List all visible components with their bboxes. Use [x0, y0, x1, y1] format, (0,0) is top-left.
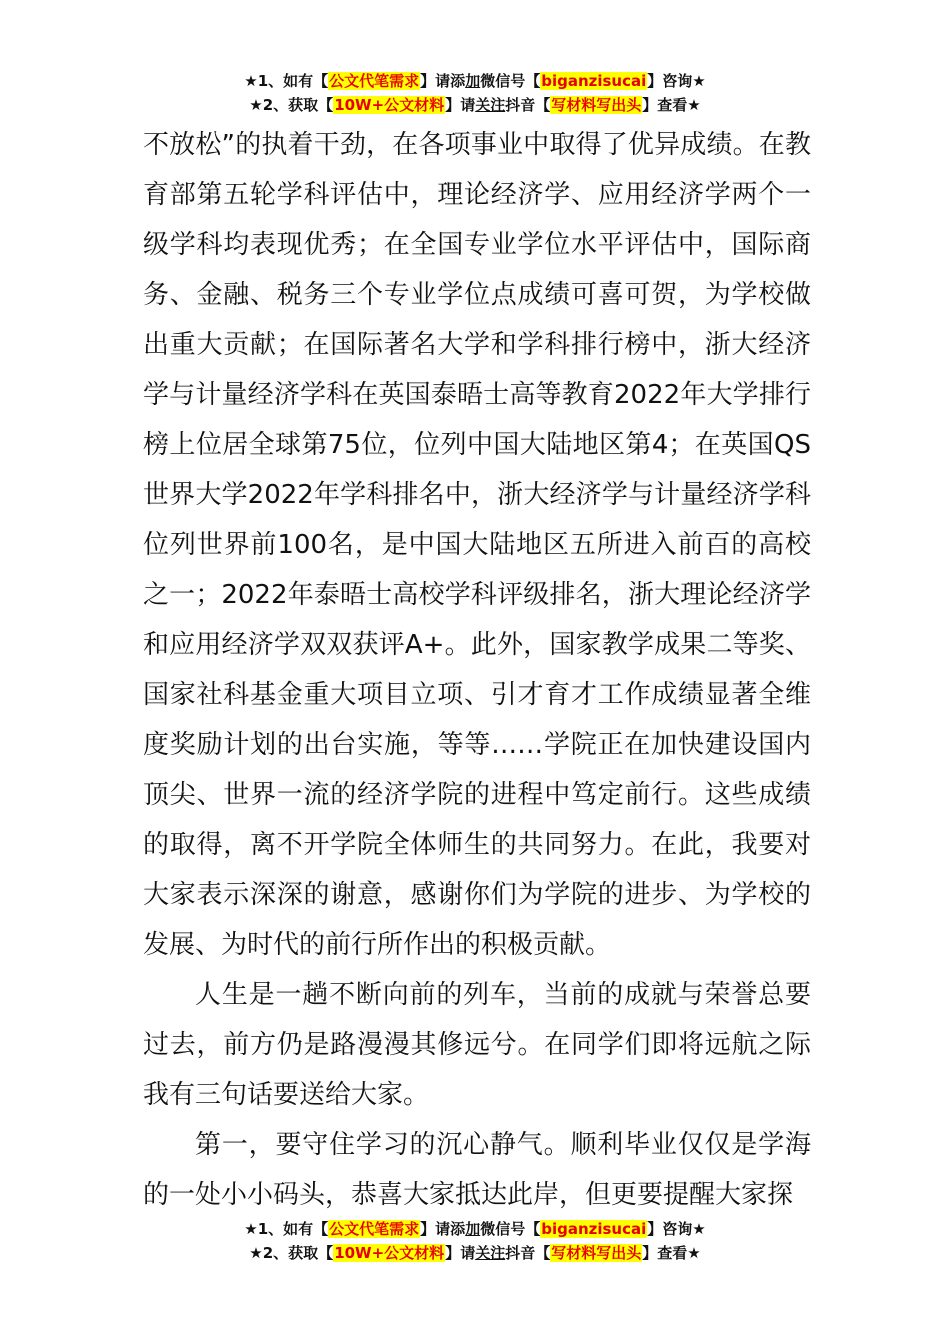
banner-text: ★2、获取【 [249, 1244, 334, 1262]
banner-text: 抖音【 [505, 1244, 551, 1262]
highlight-douyin-id: 写材料写出头 [551, 96, 642, 114]
highlight-wechat-id: biganzisucai [541, 1220, 647, 1238]
banner-text: 】咨询★ [647, 1220, 706, 1238]
banner-line-2 [0, 93, 950, 117]
banner-text: ★1、如有【 [244, 72, 329, 90]
banner-text: 】请添 [420, 72, 466, 90]
document-body [143, 120, 811, 1220]
banner-text: 】咨询★ [647, 72, 706, 90]
banner-line-2 [0, 1241, 950, 1265]
banner-text: ★1、如有【 [244, 1220, 329, 1238]
banner-text: ★2、获取【 [249, 96, 334, 114]
footer-banner [0, 1217, 950, 1265]
banner-emphasis: 加 [465, 1220, 481, 1238]
banner-emphasis: 加 [465, 72, 481, 90]
banner-text: 微信号【 [480, 72, 541, 90]
banner-text: 】请 [445, 96, 476, 114]
banner-text: 】请 [445, 1244, 476, 1262]
paragraph: 不放松”的执着干劲，在各项事业中取得了优异成绩。在教育部第五轮学科评估中，理论经济学、应用经济学两个一级学科均表现优秀；在全国专业学位水平评估中，国际商务、金融、税务三个专业学位点成绩可喜可贺，为学校做出重大贡献；在国际著名大学和学科排行榜中，浙大经济学与计量经济学科在英国泰晤士高等教育2022年大学排行榜上位居全球第75位，位列中国大陆地区第4；在英国QS世界大学2022年学科排名中，浙大经济学与计量经济学科位列世界前100名，是中国大陆地区五所进入前百的高校之一；2022年泰晤士高校学科评级排名，浙大理论经济学和应用经济学双双获评A+。此外，国家教学成果二等奖、国家社科基金重大项目立项、引才育才工作成绩显著全维度奖励计划的出台实施，等等……学院正在加快建设国内顶尖、世界一流的经济学院的进程中笃定前行。这些成绩的取得，离不开学院全体师生的共同努力。在此，我要对大家表示深深的谢意，感谢你们为学院的进步、为学校的发展、为时代的前行所作出的积极贡献。 [143, 130, 811, 960]
highlight-service: 公文代笔需求 [329, 1220, 420, 1238]
highlight-materials: 10W+公文材料 [334, 1244, 445, 1262]
banner-text: 】查看★ [642, 96, 701, 114]
highlight-materials: 10W+公文材料 [334, 96, 445, 114]
banner-line-1 [0, 1217, 950, 1241]
banner-line-1 [0, 69, 950, 93]
banner-emphasis: 关注 [475, 96, 506, 114]
highlight-wechat-id: biganzisucai [541, 72, 647, 90]
banner-text: 】请添 [420, 1220, 466, 1238]
highlight-service: 公文代笔需求 [329, 72, 420, 90]
banner-text: 抖音【 [505, 96, 551, 114]
highlight-douyin-id: 写材料写出头 [551, 1244, 642, 1262]
banner-text: 微信号【 [480, 1220, 541, 1238]
banner-emphasis: 关注 [475, 1244, 506, 1262]
paragraph: 人生是一趟不断向前的列车，当前的成就与荣誉总要过去，前方仍是路漫漫其修远兮。在同学们即将远航之际我有三句话要送给大家。 [143, 980, 811, 1110]
header-banner [0, 69, 950, 117]
paragraph: 第一，要守住学习的沉心静气。顺利毕业仅仅是学海的一处小小码头，恭喜大家抵达此岸，但更要提醒大家探 [143, 1130, 811, 1210]
banner-text: 】查看★ [642, 1244, 701, 1262]
